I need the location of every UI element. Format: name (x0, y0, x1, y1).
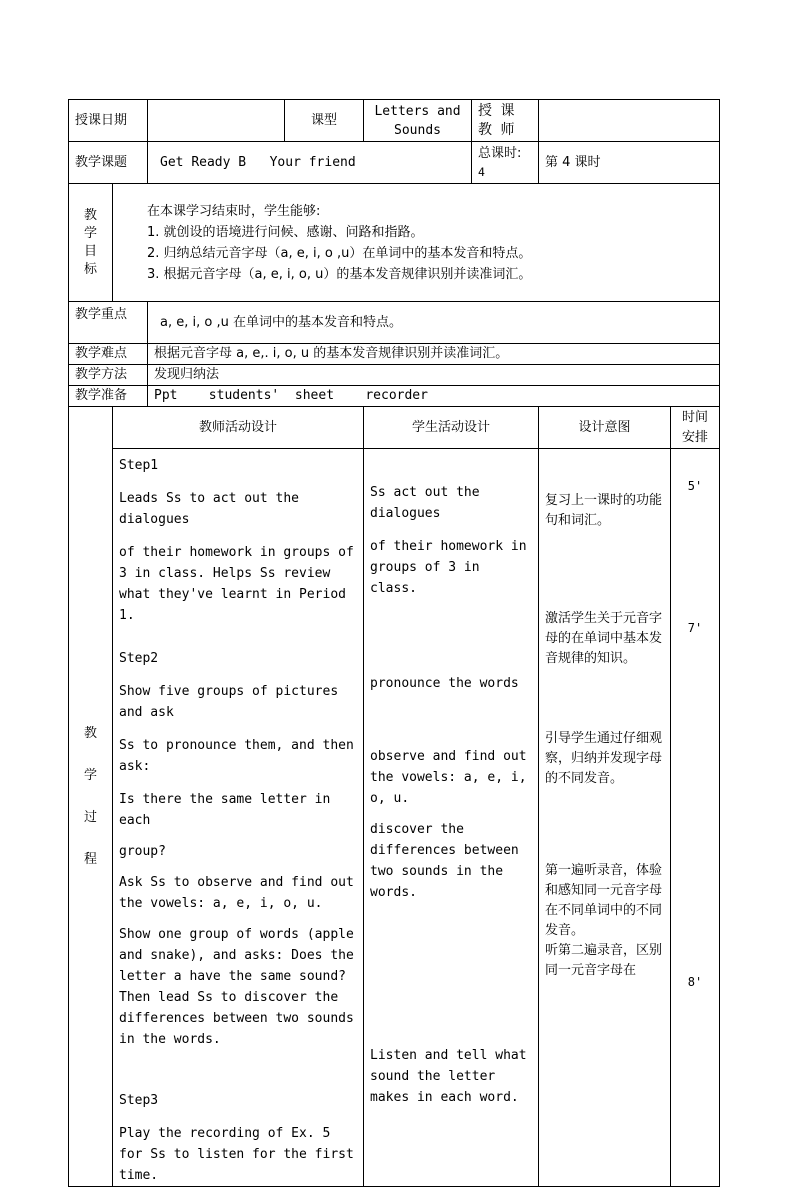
methods-value: 发现归纳法 (148, 365, 720, 386)
header-row-2 (69, 142, 720, 184)
header-row-1 (69, 100, 720, 142)
goal-item: 3. 根据元音字母（a, e, i, o, u）的基本发音规律识别并读准词汇。 (147, 266, 532, 282)
step2-text: Show five groups of pictures and ask (119, 684, 339, 720)
key-points-value: a, e, i, o ,u 在单词中的基本发音和特点。 (148, 302, 720, 344)
lesson-plan-table (68, 99, 720, 1187)
student-activity: Listen and tell what sound the letter makes in each word. (370, 1048, 527, 1105)
difficulties-row (69, 344, 720, 365)
time-allocations (671, 449, 720, 1187)
step2-text: Ss to pronounce them, and then ask: (119, 738, 354, 774)
goals-content (113, 184, 720, 302)
type-label: 课型 (285, 100, 364, 142)
topic-label: 教学课题 (69, 142, 148, 184)
time-step2: 7' (687, 621, 703, 635)
preparation-value: Ppt students' sheet recorder (148, 386, 720, 407)
step2-text: Show one group of words (apple and snake), and asks: Does the letter a have the same sound? Then lead Ss to discover the differences between two sounds in the words. (119, 927, 354, 1047)
student-activity: discover the differences between two sounds in the words. (370, 822, 519, 900)
date-value (148, 100, 285, 142)
type-value: Letters and Sounds (364, 100, 472, 142)
methods-row (69, 365, 720, 386)
key-points-row (69, 302, 720, 344)
design-intent: 引导学生通过仔细观察，归纳并发现字母的不同发音。 (545, 731, 663, 786)
design-intent-header: 设计意图 (539, 407, 671, 449)
date-label: 授课日期 (69, 100, 148, 142)
time-step3: 8' (687, 975, 703, 989)
student-activities (364, 449, 539, 1187)
process-header-row (69, 407, 720, 449)
student-activity: observe and find out the vowels: a, e, i, o, u. (370, 749, 527, 806)
step2-text: Is there the same letter in each (119, 792, 331, 828)
goal-item: 2. 归纳总结元音字母（a, e, i, o ,u）在单词中的基本发音和特点。 (147, 245, 532, 261)
total-hours-value: 4 (478, 164, 485, 179)
step1-text: of their homework in groups of 3 in class. Helps Ss review what they've learnt in Period 1. (119, 545, 354, 623)
difficulties-label: 教学难点 (69, 344, 148, 365)
step1-title: Step1 (119, 458, 159, 473)
preparation-label: 教学准备 (69, 386, 148, 407)
teacher-activities (113, 449, 364, 1187)
time-step1: 5' (687, 479, 703, 493)
teacher-activity-header: 教师活动设计 (113, 407, 364, 449)
step2-text: group? (119, 844, 166, 859)
methods-label: 教学方法 (69, 365, 148, 386)
goals-row (69, 184, 720, 302)
student-activity: Ss act out the dialogues (370, 485, 480, 521)
difficulties-value: 根据元音字母 a, e,. i, o, u 的基本发音规律识别并读准词汇。 (148, 344, 720, 365)
teacher-value (539, 100, 720, 142)
design-intent: 第一遍听录音，体验和感知同一元音字母在不同单词中的不同发音。 (545, 863, 663, 938)
teacher-label: 授 课 教 师 (472, 100, 539, 142)
step3-text: Play the recording of Ex. 5 for Ss to listen for the first time. (119, 1126, 354, 1183)
student-activity: of their homework in groups of 3 in class. (370, 539, 527, 596)
student-activity: pronounce the words (370, 676, 519, 691)
process-label: 教 学 过 程 (69, 407, 113, 1187)
total-hours-label: 总课时: (478, 145, 522, 161)
step3-title: Step3 (119, 1093, 159, 1108)
design-intent: 激活学生关于元音字母的在单词中基本发音规律的知识。 (545, 611, 663, 666)
step2-title: Step2 (119, 651, 159, 666)
student-activity-header: 学生活动设计 (364, 407, 539, 449)
total-hours-cell (472, 142, 539, 184)
design-intent: 听第二遍录音，区别同一元音字母在 (545, 943, 663, 978)
goals-label: 教 学 目 标 (69, 184, 113, 302)
period-value: 第 4 课时 (539, 142, 720, 184)
design-intent: 复习上一课时的功能句和词汇。 (545, 493, 663, 528)
topic-value: Get Ready B Your friend (148, 142, 472, 184)
goals-intro: 在本课学习结束时，学生能够: (147, 203, 321, 219)
goal-item: 1. 就创设的语境进行问候、感谢、问路和指路。 (147, 224, 424, 240)
time-header: 时间安排 (671, 407, 720, 449)
step1-text: Leads Ss to act out the dialogues (119, 491, 300, 527)
process-content-row (69, 449, 720, 1187)
step2-text: Ask Ss to observe and find out the vowels: a, e, i, o, u. (119, 875, 354, 911)
design-intents (539, 449, 671, 1187)
key-points-label: 教学重点 (69, 302, 148, 344)
preparation-row (69, 386, 720, 407)
